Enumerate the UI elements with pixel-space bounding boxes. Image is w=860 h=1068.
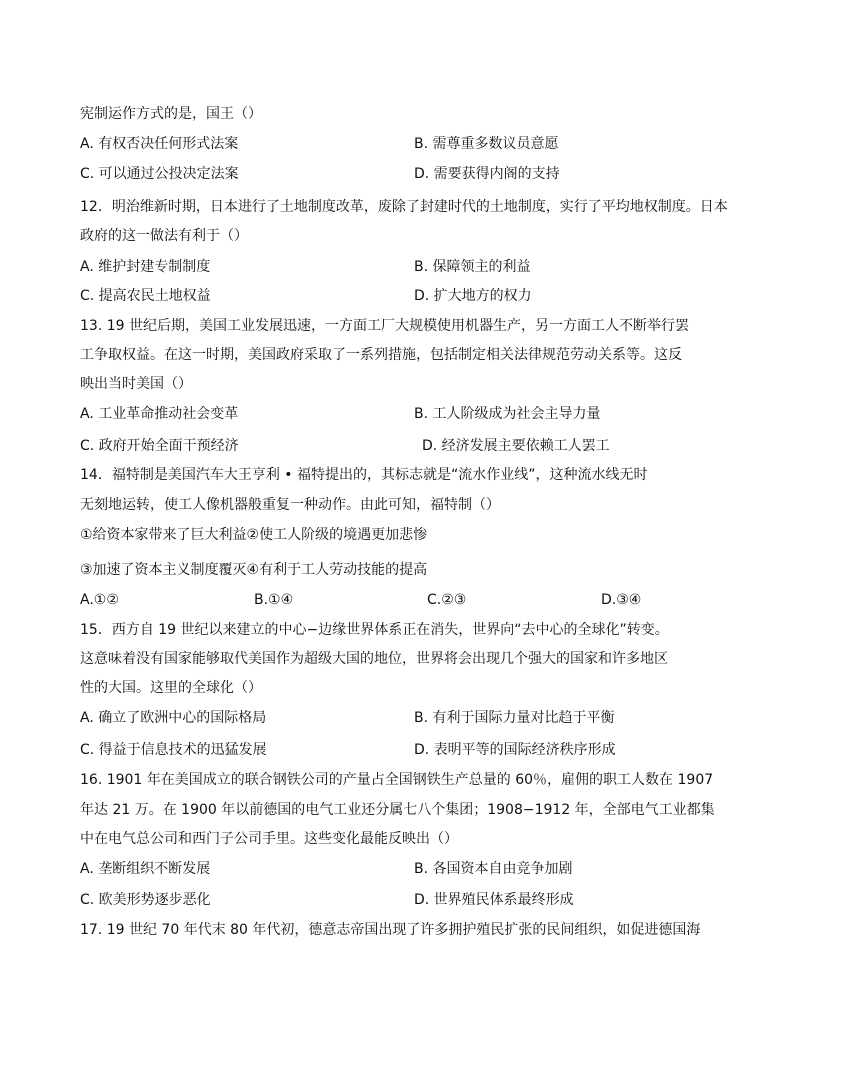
q13-option-c: C. 政府开始全面干预经济 [80,438,239,454]
question-15-line-1: 15．西方自 19 世纪以来建立的中心−边缘世界体系正在消失，世界向“去中心的全球化”转变。 [80,622,669,638]
q13-option-b: B. 工人阶级成为社会主导力量 [414,406,601,422]
q14-option-d: D.③④ [601,592,642,608]
q16-option-b: B. 各国资本自由竞争加剧 [414,861,573,877]
q15-option-d: D. 表明平等的国际经济秩序形成 [414,742,616,758]
q16-option-c: C. 欧美形势逐步恶化 [80,892,211,908]
question-16-line-2: 年达 21 万。在 1900 年以前德国的电气工业还分属七八个集团；1908−1912 年，全部电气工业都集 [80,802,715,818]
question-12-line-2: 政府的这一做法有利于（） [80,228,248,244]
q12-option-d: D. 扩大地方的权力 [414,288,532,304]
question-16-line-3: 中在电气总公司和西门子公司手里。这些变化最能反映出（） [80,831,458,847]
q12-option-a: A. 维护封建专制制度 [80,259,211,275]
q13-option-d: D. 经济发展主要依赖工人罢工 [422,438,610,454]
question-16-line-1: 16. 1901 年在美国成立的联合钢铁公司的产量占全国钢铁生产总量的 60％，雇佣的职工人数在 1907 [80,772,714,788]
question-17-line-1: 17. 19 世纪 70 年代末 80 年代初，德意志帝国出现了许多拥护殖民扩张的民间组织，如促进德国海 [80,922,701,938]
question-13-line-2: 工争取权益。在这一时期，美国政府采取了一系列措施，包括制定相关法律规范劳动关系等。这反 [80,347,682,363]
q11-option-d: D. 需要获得内阁的支持 [414,166,560,182]
q15-option-b: B. 有利于国际力量对比趋于平衡 [414,710,615,726]
q16-option-d: D. 世界殖民体系最终形成 [414,892,574,908]
q12-option-b: B. 保障领主的利益 [414,259,531,275]
question-11-text: 宪制运作方式的是，国王（） [80,106,262,122]
q13-option-a: A. 工业革命推动社会变革 [80,406,239,422]
question-13-line-1: 13. 19 世纪后期，美国工业发展迅速，一方面工厂大规模使用机器生产，另一方面工人不断举行罢 [80,318,689,334]
q11-option-a: A. 有权否决任何形式法案 [80,136,239,152]
question-14-statement-2: ③加速了资本主义制度覆灭④有利于工人劳动技能的提高 [80,562,428,578]
q14-option-b: B.①④ [254,592,294,608]
q12-option-c: C. 提高农民土地权益 [80,288,211,304]
question-13-line-3: 映出当时美国（） [80,376,192,392]
question-14-statement-1: ①给资本家带来了巨大利益②使工人阶级的境遇更加悲惨 [80,527,428,543]
q11-option-c: C. 可以通过公投决定法案 [80,166,239,182]
question-12-line-1: 12．明治维新时期，日本进行了土地制度改革，废除了封建时代的土地制度，实行了平均地权制度。日本 [80,199,728,215]
q15-option-a: A. 确立了欧洲中心的国际格局 [80,710,267,726]
q14-option-c: C.②③ [427,592,467,608]
question-15-line-2: 这意味着没有国家能够取代美国作为超级大国的地位，世界将会出现几个强大的国家和许多地区 [80,651,668,667]
q11-option-b: B. 需尊重多数议员意愿 [414,136,559,152]
question-14-line-2: 无刻地运转，使工人像机器般重复一种动作。由此可知，福特制（） [80,497,500,513]
question-15-line-3: 性的大国。这里的全球化（） [80,680,262,696]
q14-option-a: A.①② [80,592,119,608]
question-14-line-1: 14．福特制是美国汽车大王亨利 • 福特提出的，其标志就是“流水作业线”，这种流水线无时 [80,467,648,483]
q16-option-a: A. 垄断组织不断发展 [80,861,211,877]
q15-option-c: C. 得益于信息技术的迅猛发展 [80,742,267,758]
